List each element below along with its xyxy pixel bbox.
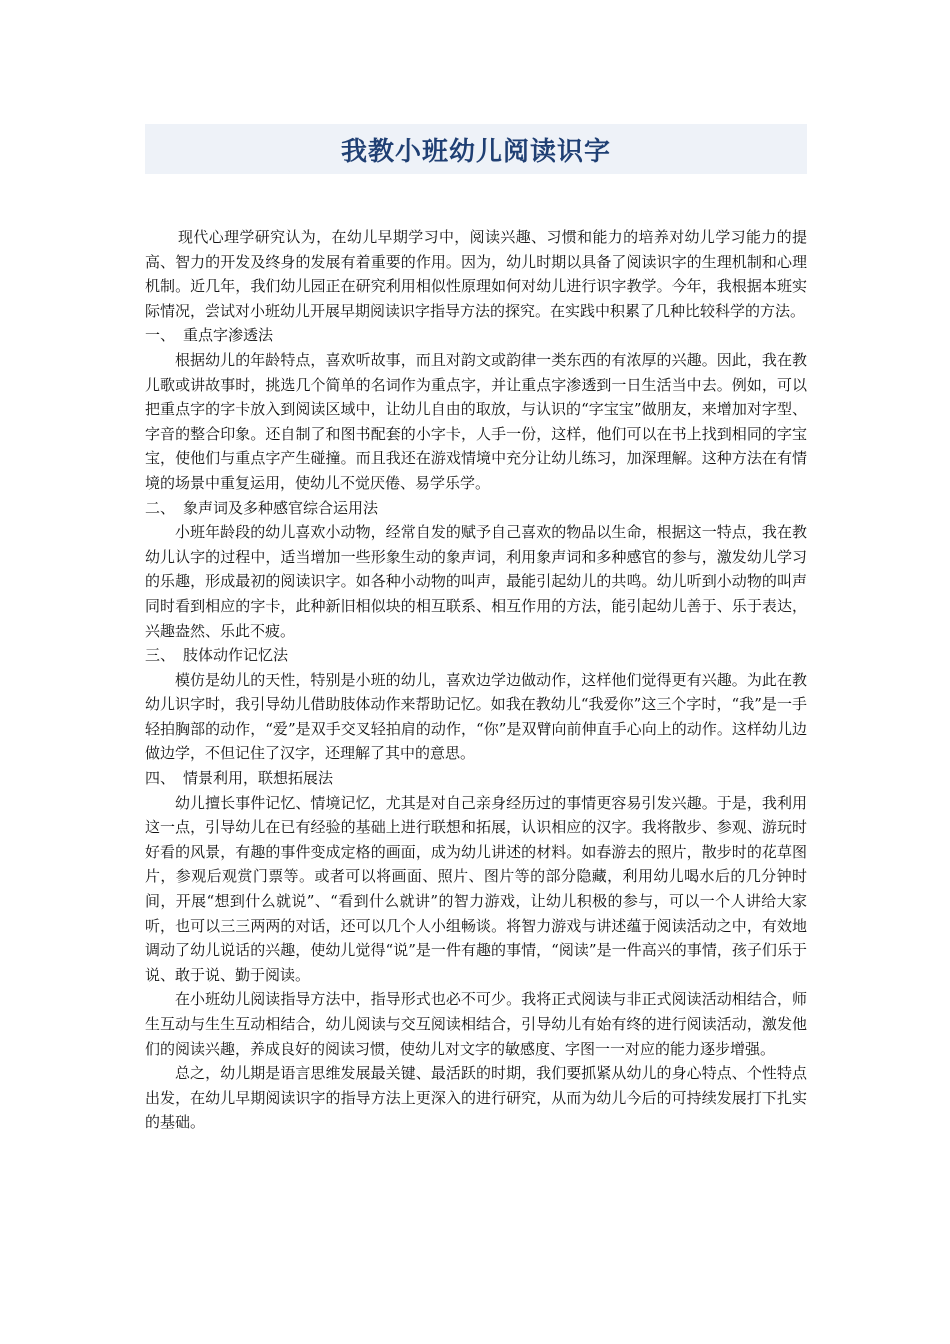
- section-paragraph-4: 幼儿擅长事件记忆、情境记忆，尤其是对自己亲身经历过的事情更容易引发兴趣。于是，我利用这一点，引导幼儿在已有经验的基础上进行联想和拓展，认识相应的汉字。我将散步、参观、游玩时好看的风景，有趣的事件变成定格的画面，成为幼儿讲述的材料。如春游去的照片，散步时的花草图片，参观后观赏门票等。或者可以将画面、照片、图片等的部分隐藏，利用幼儿喝水后的几分钟时间，开展“想到什么就说”、“看到什么就讲”的智力游戏，让幼儿积极的参与，可以一个人讲给大家听，也可以三三两两的对话，还可以几个人小组畅谈。将智力游戏与讲述蕴于阅读活动之中，有效地调动了幼儿说话的兴趣，使幼儿觉得“说”是一件有趣的事情，“阅读”是一件高兴的事情，孩子们乐于说、敢于说、勤于阅读。: [145, 793, 807, 984]
- section-heading-2: [145, 496, 807, 521]
- document-title: 我教小班幼儿阅读识字: [340, 136, 611, 167]
- title-banner: [145, 124, 807, 174]
- intro-paragraph: 现代心理学研究认为，在幼儿早期学习中，阅读兴趣、习惯和能力的培养对幼儿学习能力的提高、智力的开发及终身的发展有着重要的作用。因为，幼儿时期以具备了阅读识字的生理机制和心理机制。近几年，我们幼儿园正在研究利用相似性原理如何对幼儿进行识字教学。今年，我根据本班实际情况，尝试对小班幼儿开展早期阅读识字指导方法的探究。在实践中积累了几种比较科学的方法。: [145, 228, 807, 320]
- section-number: 一、: [145, 326, 176, 345]
- section-title: 重点字渗透法: [183, 326, 274, 345]
- closing-paragraph-2: 总之，幼儿期是语言思维发展最关键、最活跃的时期，我们要抓紧从幼儿的身心特点、个性特点出发，在幼儿早期阅读识字的指导方法上更深入的进行研究，从而为幼儿今后的可持续发展打下扎实的基础。: [145, 1064, 807, 1132]
- section-paragraph-2: 小班年龄段的幼儿喜欢小动物，经常自发的赋予自己喜欢的物品以生命，根据这一特点，我在教幼儿认字的过程中，适当增加一些形象生动的象声词，利用象声词和多种感官的参与，激发幼儿学习的乐趣，形成最初的阅读识字。如各种小动物的叫声，最能引起幼儿的共鸣。幼儿听到小动物的叫声同时看到相应的字卡，此种新旧相似块的相互联系、相互作用的方法，能引起幼儿善于、乐于表达，兴趣盎然、乐此不疲。: [145, 523, 807, 640]
- section-paragraph-3: 模仿是幼儿的天性，特别是小班的幼儿，喜欢边学边做动作，这样他们觉得更有兴趣。为此在教幼儿识字时，我引导幼儿借助肢体动作来帮助记忆。如我在教幼儿“我爱你”这三个字时，“我”是一手轻拍胸部的动作，“爱”是双手交叉轻拍肩的动作，“你”是双臂向前伸直手心向上的动作。这样幼儿边做边学，不但记住了汉字，还理解了其中的意思。: [145, 670, 807, 763]
- section-title: 肢体动作记忆法: [183, 646, 289, 665]
- section-heading-4: [145, 766, 807, 791]
- section-number: 二、: [145, 498, 176, 517]
- section-paragraph-1: 根据幼儿的年龄特点，喜欢听故事，而且对韵文或韵律一类东西的有浓厚的兴趣。因此，我在教儿歌或讲故事时，挑选几个简单的名词作为重点字，并让重点字渗透到一日生活当中去。例如，可以把重点字的字卡放入到阅读区域中，让幼儿自由的取放，与认识的“字宝宝”做朋友，来增加对字型、字音的整合印象。还自制了和图书配套的小字卡，人手一份，这样，他们可以在书上找到相同的字宝宝，使他们与重点字产生碰撞。而且我还在游戏情境中充分让幼儿练习，加深理解。这种方法在有情境的场景中重复运用，使幼儿不觉厌倦、易学乐学。: [145, 350, 807, 492]
- section-heading-1: [145, 323, 807, 348]
- closing-paragraph-1: 在小班幼儿阅读指导方法中，指导形式也必不可少。我将正式阅读与非正式阅读活动相结合，师生互动与生生互动相结合，幼儿阅读与交互阅读相结合，引导幼儿有始有终的进行阅读活动，激发他们的阅读兴趣，养成良好的阅读习惯，使幼儿对文字的敏感度、字图一一对应的能力逐步增强。: [145, 990, 807, 1058]
- section-title: 象声词及多种感官综合运用法: [183, 498, 379, 517]
- section-heading-3: [145, 643, 807, 668]
- section-title: 情景利用，联想拓展法: [183, 769, 334, 788]
- document-page: [145, 0, 807, 1135]
- document-body: [145, 225, 807, 1135]
- section-number: 四、: [145, 769, 176, 788]
- section-number: 三、: [145, 646, 176, 665]
